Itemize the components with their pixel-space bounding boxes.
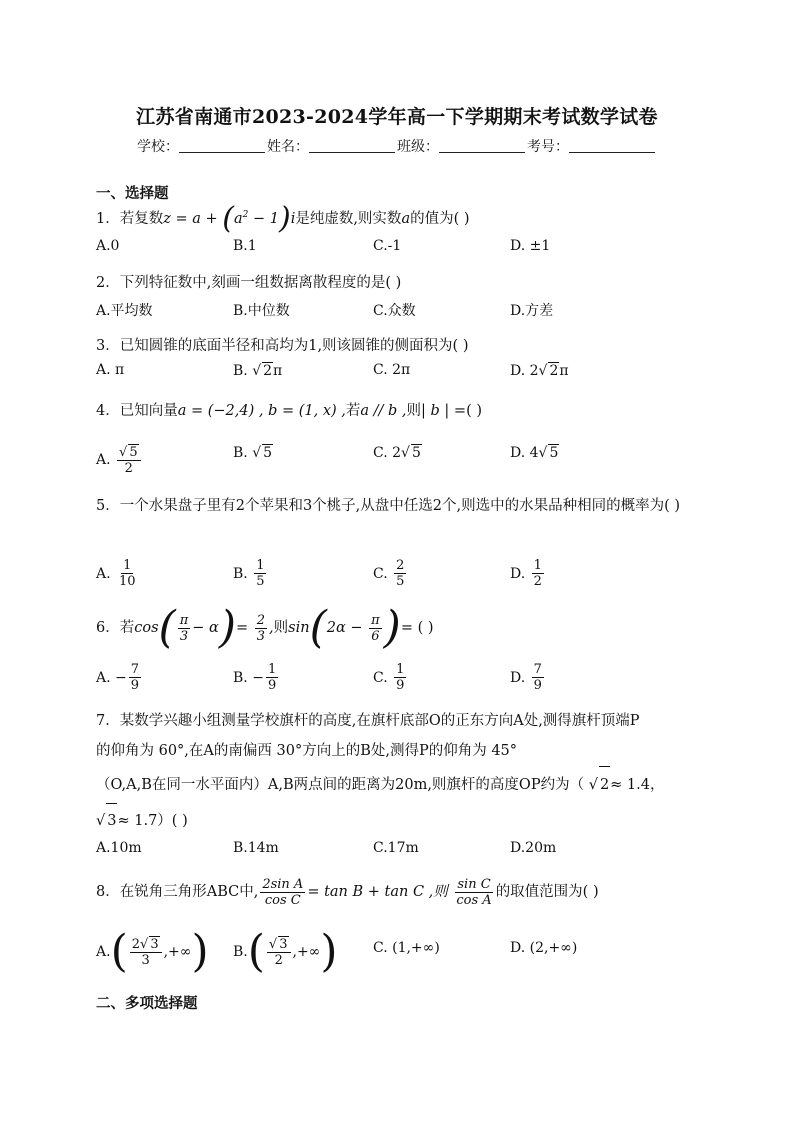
q2-option-b[interactable]: B.中位数 [233, 303, 290, 319]
question-1-options [96, 238, 706, 268]
question-3: 3．已知圆锥的底面半径和高均为1,则该圆锥的侧面积为( ) [96, 338, 469, 354]
question-7: 7．某数学兴趣小组测量学校旗杆的高度,在旗杆底部O的正东方向A处,测得旗杆顶端P 的仰角为 60°,在A的南偏西 30°方向上的B处,测得P的仰角为 45° （O,A,B在同一水平面内）A,B两点间的距离为20m,则旗杆的高度OP约为（ √ 2≈ 1.4， √ 3≈ 1.7）( ) [96, 706, 706, 838]
q4-option-b[interactable]: B. √ 5 [233, 444, 273, 461]
question-6-options [96, 662, 706, 692]
number-blank[interactable] [569, 138, 655, 153]
question-5: 5．一个水果盘子里有2个苹果和3个桃子,从盘中任选2个,则选中的水果品种相同的概率为( ) [96, 498, 681, 514]
question-1: 1．若复数$z = a + (a^2 - 1)i$是纯虚数,则实数a的值为( ) [96, 200, 470, 236]
question-2-options [96, 300, 706, 330]
q3-option-c[interactable]: C. 2π [373, 362, 411, 378]
q7-option-d[interactable]: D.20m [510, 840, 557, 856]
question-8: 8．在锐角三角形ABC中, $\frac{\text{2sin A}}{\text{cos C}}$ = tan B + tan C ,则 $\frac{\text{sin C}}{\text{cos A}}$ 的取值范围为( ) [96, 876, 599, 908]
class-blank[interactable] [439, 138, 525, 153]
q8-option-b[interactable]: B. ( √ $\frac{3}{2}$ ,+∞ ) [233, 932, 338, 972]
q8-option-a[interactable]: A. ( $\frac{2√ 3}{3}$ ,+∞ ) [96, 932, 209, 972]
q2-option-a[interactable]: A.平均数 [96, 303, 153, 319]
q3-option-b[interactable]: B. √ 2 π [233, 362, 282, 379]
question-7-options [96, 840, 706, 870]
q6-option-a[interactable]: A. − $\frac{7}{9}$ [96, 662, 140, 693]
section-heading-2: 二、多项选择题 [96, 995, 198, 1012]
q4-option-c[interactable]: C. 2 √ 5 [373, 444, 422, 461]
q4-option-a[interactable]: A. √ $\frac{5}{2}$ [96, 444, 143, 476]
q6-option-d[interactable]: D. $\frac{7}{9}$ [510, 662, 542, 693]
q4-option-d[interactable]: D. 4 √ 5 [510, 444, 559, 461]
q1-option-c[interactable]: C.-1 [373, 238, 402, 254]
q7-option-c[interactable]: C.17m [373, 840, 419, 856]
q5-option-b[interactable]: B. $\frac{1}{5}$ [233, 558, 265, 589]
q2-option-d[interactable]: D.方差 [510, 303, 554, 319]
q2-option-c[interactable]: C.众数 [373, 303, 416, 319]
number-label: 考号： [527, 139, 569, 155]
q3-option-a[interactable]: A. π [96, 362, 125, 378]
student-info-line [0, 136, 794, 156]
question-3-options [96, 362, 706, 392]
name-blank[interactable] [309, 138, 395, 153]
section-heading-1: 一、选择题 [96, 185, 169, 202]
school-blank[interactable] [179, 138, 265, 153]
q1-option-d[interactable]: D. ±1 [510, 238, 551, 254]
q1-option-a[interactable]: A.0 [96, 238, 120, 254]
name-label: 姓名： [267, 139, 309, 155]
question-5-options [96, 558, 706, 588]
q5-option-c[interactable]: C. $\frac{2}{5}$ [373, 558, 405, 589]
q8-option-d[interactable]: D. (2,+∞) [510, 940, 578, 956]
q6-formula: cos( $\frac{\pi}{3}$ − α)= $\frac{2}{3}$ , [134, 602, 274, 653]
question-2: 2．下列特征数中,刻画一组数据离散程度的是( ) [96, 275, 402, 291]
q7-option-b[interactable]: B.14m [233, 840, 279, 856]
question-8-options [96, 926, 706, 977]
q5-option-a[interactable]: A. $\frac{1}{10}$ [96, 558, 136, 589]
q1-option-b[interactable]: B.1 [233, 238, 257, 254]
q4-formula: a = (−2,4) , b = (1, x) , [177, 403, 346, 419]
q8-option-c[interactable]: C. (1,+∞) [373, 940, 440, 956]
q6-option-b[interactable]: B. − $\frac{1}{9}$ [233, 662, 277, 693]
question-4-options [96, 444, 706, 474]
question-6: 6．若cos( $\frac{\pi}{3}$ − α)= $\frac{2}{3}$ ,则sin(2α − $\frac{\pi}{6}$ )= ( ) [96, 602, 434, 653]
question-4: 4．已知向量a = (−2,4) , b = (1, x) ,若a // b ,则| b | =( ) [96, 403, 483, 419]
q6-option-c[interactable]: C. $\frac{1}{9}$ [373, 662, 405, 693]
q5-option-d[interactable]: D. $\frac{1}{2}$ [510, 558, 542, 589]
page-title: 江苏省南通市2023-2024学年高一下学期期末考试数学试卷 [136, 106, 658, 128]
school-label: 学校： [137, 139, 179, 155]
class-label: 班级： [397, 139, 439, 155]
q7-option-a[interactable]: A.10m [96, 840, 142, 856]
q3-option-d[interactable]: D. 2 √ 2 π [510, 362, 569, 379]
q1-formula: $z = a + (a^2 - 1)i$ [163, 200, 296, 236]
